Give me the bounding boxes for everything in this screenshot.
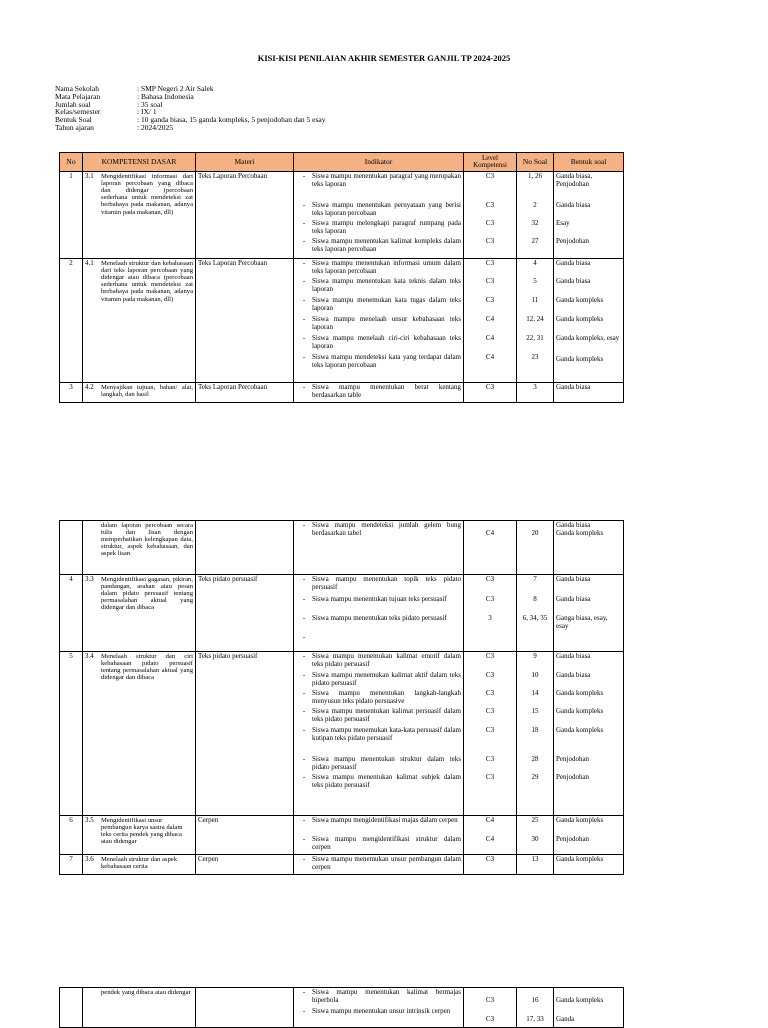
kd-code: 3.1 — [85, 172, 94, 180]
indikator-item: - Siswa mampu menemukan kalimat aktif dalam teks pidato persuasif — [296, 672, 461, 690]
level-value: C3 — [485, 201, 495, 209]
bentuk-soal-value: Ganda biasa — [556, 521, 591, 529]
kd-code: 3.4 — [85, 652, 94, 660]
level-value: C4 — [485, 529, 495, 537]
level-value: C3 — [485, 277, 495, 285]
no-soal-cell — [517, 259, 554, 383]
indikator-text: Siswa mampu menentukan teks pidato persuasif — [312, 614, 447, 622]
materi-cell — [196, 521, 294, 575]
indikator-text: Siswa mampu menemukan kata tugas dalam teks laporan — [312, 296, 461, 312]
indikator-item: - Siswa mampu mendeteksi jumlah gelem bung berdasarkan tabel — [302, 521, 461, 537]
level-cell — [464, 652, 517, 816]
doc-title: KISI-KISI PENILAIAN AKHIR SEMESTER GANJIL TP 2024-2025 — [257, 53, 511, 63]
materi-cell: Teks Laporan Percobaan — [196, 383, 294, 403]
indikator-item: - Siswa mampu menentukan langkah-langkah menyusun teks pidato persuasive — [296, 690, 461, 708]
no-soal-cell — [517, 988, 554, 1028]
info-value: : 2024/2025 — [137, 122, 174, 132]
no-soal-value: 8 — [533, 595, 537, 603]
no-soal-value: 28 — [531, 755, 539, 763]
kd-text: Menelaah struktur dan ciri kebahasaan pidato persuasif tentang permasalahan aktual yang didengar dan dibaca — [101, 653, 193, 682]
bentuk-soal-cell — [554, 259, 624, 383]
level-value: C3 — [485, 652, 495, 660]
bentuk-soal-value: Ganda biasa — [556, 595, 591, 603]
kd-code: 4.1 — [85, 259, 94, 267]
kd-text: Mengidentifikasi gagasan, pikiran, pandangan, arahan atau pesan dalam pidato persuasif tentang permasalahan aktual yang didengar dan dibaca — [101, 576, 193, 612]
bentuk-soal-cell — [554, 988, 624, 1028]
no-soal-value: 17, 33 — [526, 1015, 544, 1023]
level-value: C3 — [485, 726, 495, 734]
no-soal-value: 5 — [533, 277, 537, 285]
materi-cell: Teks pidato persuasif — [196, 652, 294, 816]
kompetensi-dasar-cell — [83, 988, 196, 1028]
bentuk-soal-value: Ganda kompleks — [554, 855, 624, 875]
bentuk-soal-value: Ganda kompleks — [556, 816, 604, 824]
indikator-text: Siswa mampu menentukan kalimat kompleks dalam teks laporan percobaan — [312, 237, 461, 253]
bentuk-soal-value: Penjodohan — [556, 773, 590, 781]
bentuk-soal-value: Ganda kompleks — [556, 296, 604, 304]
indikator-text: Siswa mampu mendeteksi jumlah gelem bung berdasarkan tabel — [312, 521, 461, 537]
kompetensi-dasar-cell — [83, 816, 196, 855]
indikator-text: Siswa mampu melengkapi paragraf rumpang pada teks laporan — [312, 219, 461, 235]
bentuk-soal-value: Esay — [556, 219, 570, 227]
level-cell — [464, 575, 517, 652]
kd-text: Menyajikan tujuan, bahan/ alat, langkah, dan hasil — [101, 384, 193, 399]
table-row — [60, 383, 624, 403]
indikator-cell — [294, 575, 464, 652]
no-soal-value: 11 — [531, 296, 539, 304]
no-soal-cell — [517, 521, 554, 575]
indikator-text: Siswa mampu menentukan kata teknis dalam teks laporan — [312, 277, 461, 293]
level-value: C3 — [485, 259, 495, 267]
indikator-item: - Siswa mampu menentukan kalimat kompleks dalam teks laporan percobaan — [302, 237, 461, 253]
indikator-text: Siswa mampu menemukan kalimat aktif dalam teks pidato persuasif — [312, 671, 461, 687]
indikator-item: - Siswa mampu menentukan topik teks pidato persuasif — [296, 576, 461, 596]
bentuk-soal-value: Ganda biasa — [556, 652, 591, 660]
level-value: C3 — [485, 172, 495, 180]
info-row — [55, 116, 326, 124]
bentuk-soal-value: Ganda kompleks — [556, 726, 604, 734]
indikator-item: - Siswa mampu menentukan kata teknis dalam teks laporan — [296, 278, 461, 297]
kd-text: Menelaah struktur dan kebahasaan dari teks laporan percobaan yang didengar atau dibaca (percobaan sederhana untuk mendeteksi zat berbahaya pada makanan, adanya vitamin pada makanan, dll) — [101, 260, 193, 303]
header-kompetensi-dasar: KOMPETENSI DASAR — [83, 153, 196, 172]
kd-text: pendek yang dibaca atau didengar — [101, 989, 191, 996]
indikator-item: - Siswa mampu menelaah unsur kebahasaan teks laporan — [296, 316, 461, 335]
row-no: 7 — [60, 855, 83, 875]
no-soal-value: 10 — [531, 671, 539, 679]
indikator-item: - Siswa mampu mendeteksi kata yang terdapat dalam teks laporan percobaan — [302, 353, 461, 369]
indikator-cell — [294, 383, 464, 403]
kompetensi-dasar-cell — [83, 652, 196, 816]
level-value: C3 — [485, 773, 495, 781]
kisi-table-part-3 — [59, 987, 624, 1028]
bentuk-soal-value: Ganda kompleks — [556, 315, 604, 323]
level-cell — [464, 988, 517, 1028]
bentuk-soal-cell — [554, 521, 624, 575]
indikator-item: - Siswa mampu mengidentifikasi majas dalam cerpen — [296, 817, 461, 836]
kompetensi-dasar-cell — [83, 383, 196, 403]
indikator-text: Siswa mampu menentukan tujuan teks persuasif — [312, 595, 447, 603]
indikator-item: - Siswa mampu menemukan kata-kata persuasif dalam kutipan teks pidato persuasif — [296, 727, 461, 756]
indikator-text: Siswa mampu menentukan pernyataan yang berisi teks laporan percobaan — [312, 201, 461, 217]
level-value: C4 — [485, 353, 495, 361]
indikator-cell — [294, 652, 464, 816]
bentuk-soal-value: Ganda kompleks — [556, 996, 604, 1004]
bentuk-soal-value: Ganda kompleks — [556, 707, 604, 715]
row-no — [60, 988, 83, 1028]
indikator-item: - Siswa mampu menemukan unsur pembangun dalam cerpen — [302, 855, 461, 871]
kompetensi-dasar-cell — [83, 575, 196, 652]
indikator-item: - Siswa mampu menentukan kalimat subjek dalam teks pidato persuasif — [302, 773, 461, 789]
indikator-item: - Siswa mampu menemukan kalimat emotif dalam teks pidato persuasif — [296, 653, 461, 672]
kd-text: Mengidentifikasi informasi dari laporan percobaan yang dibaca dan didengar (percobaan sederhana untuk mendeteksi zat berbahaya pada makanan, adanya vitamin pada makanan, dll) — [101, 173, 193, 216]
no-soal-value: 6, 34, 35 — [522, 614, 548, 622]
table-row — [60, 259, 624, 383]
no-soal-value: 27 — [531, 237, 539, 245]
indikator-text: Siswa mampu menentukan unsur intrinsik cerpen — [312, 1007, 451, 1015]
info-label: Jumlah soal — [55, 99, 91, 109]
indikator-text: Siswa mampu menentukan paragraf yang merupakan teks laporan — [312, 172, 461, 188]
indikator-text: Siswa mampu menentukan kalimat persuasif dalam teks pidato persuasif — [312, 707, 461, 723]
header-bentuk-soal: Bentuk soal — [554, 153, 624, 172]
table-row — [60, 172, 624, 259]
materi-cell — [196, 988, 294, 1028]
no-soal-value: 14 — [531, 689, 539, 697]
header-indikator: Indikator — [294, 153, 464, 172]
level-value: C3 — [485, 707, 495, 715]
table-row — [60, 816, 624, 855]
indikator-cell — [294, 259, 464, 383]
indikator-text: Siswa mampu menentukan topik teks pidato persuasif — [312, 575, 461, 591]
indikator-text: Siswa mampu mendeteksi kata yang terdapat dalam teks laporan percobaan — [312, 353, 461, 369]
info-row — [55, 93, 326, 101]
indikator-text: Siswa mampu menemukan kata-kata persuasif dalam kutipan teks pidato persuasif — [312, 726, 461, 742]
row-no: 3 — [60, 383, 83, 403]
indikator-text: Siswa mampu menentukan berat kentang berdasarkan table — [312, 383, 461, 399]
no-soal-value: 32 — [531, 219, 539, 227]
no-soal-value: 16 — [531, 996, 539, 1004]
indikator-item: - Siswa mampu menemukan kata tugas dalam teks laporan — [296, 297, 461, 316]
indikator-item: - Siswa mampu menentukan teks pidato persuasif — [296, 615, 461, 634]
level-value: C3 — [485, 595, 495, 603]
kompetensi-dasar-cell — [83, 172, 196, 259]
level-value: C3 — [485, 219, 495, 227]
kisi-table-part-1 — [59, 152, 624, 403]
bentuk-soal-value: Ganda kompleks, esay — [556, 334, 620, 342]
document-info — [55, 85, 326, 132]
level-cell — [464, 259, 517, 383]
indikator-text: Siswa mampu menentukan kalimat bermajas hiperbola — [312, 988, 461, 1004]
bentuk-soal-value: Ganda biasa — [554, 383, 624, 403]
no-soal-value: 7 — [533, 575, 537, 583]
kd-text: Menelaah struktur dan aspek kebahasaan cerita — [101, 856, 177, 871]
kd-code: 3.5 — [85, 816, 94, 824]
table-row — [60, 988, 624, 1028]
kompetensi-dasar-cell — [83, 521, 196, 575]
level-value: C3 — [485, 755, 495, 763]
level-cell — [464, 816, 517, 855]
indikator-text: Siswa mampu mengidentifikasi majas dalam cerpen — [312, 816, 458, 824]
indikator-item: - Siswa mampu mengidentifikasi struktur dalam cerpen — [302, 835, 461, 851]
no-soal-cell — [517, 652, 554, 816]
no-soal-cell — [517, 816, 554, 855]
header-materi: Materi — [196, 153, 294, 172]
table-header-row — [60, 153, 624, 172]
indikator-item: - Siswa mampu menentukan struktur dalam teks pidato persuasif — [296, 756, 461, 774]
level-value: C3 — [485, 689, 495, 697]
indikator-item: - Siswa mampu menentukan informasi umum dalam teks laporan percobaan — [296, 260, 461, 278]
info-value: : 35 soal — [137, 99, 163, 109]
no-soal-value: 25 — [531, 816, 539, 824]
materi-cell: Teks pidato persuasif — [196, 575, 294, 652]
no-soal-value: 30 — [531, 835, 539, 843]
no-soal-value: 2 — [533, 201, 537, 209]
bentuk-soal-value: Ganda biasa — [556, 575, 591, 583]
indikator-cell — [294, 816, 464, 855]
indikator-item: - — [302, 633, 306, 641]
no-soal-value: 3 — [517, 383, 554, 403]
indikator-cell — [294, 521, 464, 575]
kd-text: dalam laporan percobaan secara tulis dan lisan dengan memperhatikan kelengkapan data, struktur, aspek kebahasaan, dan aspek lisan — [101, 522, 193, 558]
indikator-item: - Siswa mampu menentukan kalimat persuasif dalam teks pidato persuasif — [296, 708, 461, 727]
table-row — [60, 652, 624, 816]
bentuk-soal-value: Ganda biasa, Penjodohan — [556, 172, 593, 188]
info-label: Nama Sekolah — [55, 84, 99, 93]
no-soal-value: 9 — [533, 652, 537, 660]
no-soal-cell — [517, 172, 554, 259]
kd-code: 3.3 — [85, 575, 94, 583]
info-label: Tahun ajaran — [55, 122, 94, 132]
level-value: C3 — [485, 671, 495, 679]
info-label: Mata Pelajaran — [55, 91, 101, 101]
row-no: 6 — [60, 816, 83, 855]
bentuk-soal-cell — [554, 816, 624, 855]
bentuk-soal-value: Ganda kompleks — [556, 528, 604, 537]
kompetensi-dasar-cell — [83, 259, 196, 383]
materi-cell: Cerpen — [196, 855, 294, 875]
indikator-cell — [294, 988, 464, 1028]
no-soal-value: 29 — [531, 773, 539, 781]
bentuk-soal-cell — [554, 172, 624, 259]
info-label: Bentuk Soal — [55, 115, 92, 125]
info-value: : IX/ 1 — [137, 107, 157, 117]
level-value: C4 — [485, 334, 495, 342]
row-no: 1 — [60, 172, 83, 259]
level-cell — [464, 172, 517, 259]
bentuk-soal-value: Penjodohan — [556, 835, 590, 843]
header-level: Level Kompetensi — [464, 153, 517, 172]
row-no: 2 — [60, 259, 83, 383]
indikator-item: - Siswa mampu menentukan unsur intrinsik cerpen — [296, 1008, 461, 1016]
kompetensi-dasar-cell — [83, 855, 196, 875]
bentuk-soal-value: Ganda kompleks — [556, 355, 604, 363]
level-value: C3 — [485, 996, 495, 1004]
table-row — [60, 855, 624, 875]
bentuk-soal-cell — [554, 652, 624, 816]
level-value: C3 — [485, 575, 495, 583]
level-value: C3 — [464, 383, 517, 403]
info-value: : Bahasa Indonesia — [137, 91, 194, 101]
indikator-text: Siswa mampu menelaah ciri-ciri kebahasaan teks laporan — [312, 334, 461, 350]
indikator-cell — [294, 172, 464, 259]
level-value: C3 — [485, 1015, 495, 1023]
indikator-text: Siswa mampu menentukan kalimat subjek dalam teks pidato persuasif — [312, 773, 461, 789]
no-soal-value: 13 — [517, 855, 554, 875]
row-no: 5 — [60, 652, 83, 816]
indikator-item: - Siswa mampu menentukan berat kentang berdasarkan table — [302, 383, 461, 399]
table-row — [60, 575, 624, 652]
indikator-text: Siswa mampu menentukan struktur dalam teks pidato persuasif — [312, 755, 461, 771]
indikator-item: - Siswa mampu menentukan pernyataan yang berisi teks laporan percobaan — [296, 202, 461, 220]
indikator-item: - Siswa mampu menentukan paragraf yang merupakan teks laporan — [296, 173, 461, 202]
no-soal-value: 18 — [531, 726, 539, 734]
no-soal-value: 15 — [531, 707, 539, 715]
info-label: Kelas/semester — [55, 107, 101, 117]
indikator-text: Siswa mampu menentukan langkah-langkah menyusun teks pidato persuasive — [312, 689, 461, 705]
kd-code: 4.2 — [85, 383, 94, 391]
indikator-text: Siswa mampu menelaah unsur kebahasaan teks laporan — [312, 315, 461, 331]
bentuk-soal-value: Ganga biasa, esay, esay — [556, 614, 608, 630]
no-soal-value: 4 — [533, 259, 537, 267]
level-value: C3 — [464, 855, 517, 875]
bentuk-soal-value: Ganda biasa — [556, 201, 591, 209]
no-soal-value: 23 — [531, 353, 539, 361]
bentuk-soal-value: Ganda biasa — [556, 259, 591, 267]
table-row — [60, 521, 624, 575]
indikator-item: - Siswa mampu menentukan kalimat bermajas hiperbola — [296, 989, 461, 1008]
indikator-text: Siswa mampu menentukan informasi umum dalam teks laporan percobaan — [312, 259, 461, 275]
level-value: C4 — [485, 315, 495, 323]
level-value: 3 — [488, 614, 492, 622]
no-soal-value: 20 — [531, 529, 539, 537]
materi-cell: Teks Laporan Percobaan — [196, 172, 294, 259]
kisi-table-part-2 — [59, 520, 624, 875]
level-value: C3 — [485, 296, 495, 304]
indikator-item: - Siswa mampu menelaah ciri-ciri kebahasaan teks laporan — [296, 335, 461, 354]
indikator-cell — [294, 855, 464, 875]
bentuk-soal-value: Ganda kompleks — [556, 689, 604, 697]
materi-cell: Teks Laporan Percobaan — [196, 259, 294, 383]
header-no-soal: No Soal — [517, 153, 554, 172]
level-value: C4 — [485, 816, 495, 824]
bentuk-soal-value: Ganda biasa — [556, 671, 591, 679]
level-value: C3 — [485, 237, 495, 245]
header-no: No — [60, 153, 83, 172]
no-soal-cell — [517, 575, 554, 652]
indikator-text: Siswa mampu menemukan kalimat emotif dalam teks pidato persuasif — [312, 652, 461, 668]
info-value: : SMP Negeri 2 Air Salek — [137, 84, 214, 93]
row-no: 4 — [60, 575, 83, 652]
indikator-item: - Siswa mampu melengkapi paragraf rumpang pada teks laporan — [296, 220, 461, 238]
indikator-item: - Siswa mampu menentukan tujuan teks persuasif — [296, 596, 461, 615]
no-soal-value: 12, 24 — [526, 315, 544, 323]
info-value: : 10 ganda biasa, 15 ganda kompleks, 5 penjodohan dan 5 esay — [137, 115, 326, 125]
indikator-text: Siswa mampu mengidentifikasi struktur dalam cerpen — [312, 835, 461, 851]
info-row — [55, 124, 326, 132]
materi-cell: Cerpen — [196, 816, 294, 855]
indikator-text: Siswa mampu menemukan unsur pembangun dalam cerpen — [312, 855, 461, 871]
no-soal-value: 1, 26 — [528, 172, 542, 180]
level-cell — [464, 521, 517, 575]
level-value: C4 — [485, 835, 495, 843]
bentuk-soal-value: Penjodohan — [556, 237, 590, 245]
bentuk-soal-cell — [554, 575, 624, 652]
no-soal-value: 22, 31 — [526, 334, 544, 342]
kd-text: Mengidentifikasi unsur pembangun karya sastra dalam teks cerita pendek yang dibaca atau didengar — [101, 817, 183, 846]
kd-code: 3.6 — [85, 855, 94, 863]
bentuk-soal-value: Ganda — [556, 1015, 575, 1023]
bentuk-soal-value: Ganda biasa — [556, 277, 591, 285]
row-no — [60, 521, 83, 575]
bentuk-soal-value: Penjodohan — [556, 755, 590, 763]
